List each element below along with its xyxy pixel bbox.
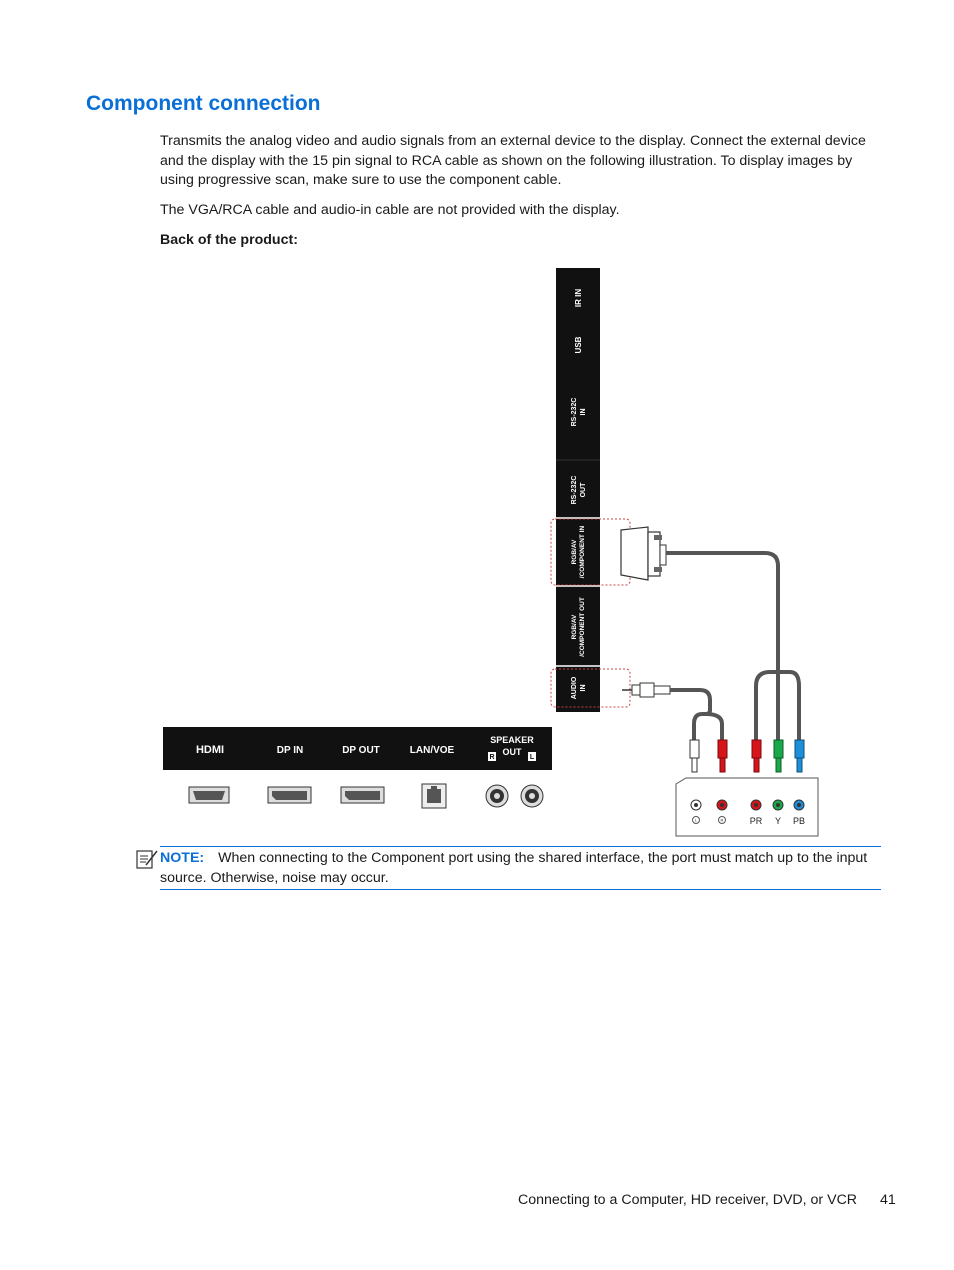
y-label: Y [774,816,782,826]
speaker-label: SPEAKER [490,735,534,745]
usb-label: USB [574,336,583,354]
rgb-component-in-label: RGB/AV [571,539,578,565]
rs232c-out-label: RS-232C [571,475,578,505]
diagram-label: OUT [580,482,587,498]
vga-connector [621,527,666,580]
rs232c-in-label: RS-232C [571,397,578,427]
external-device [676,778,818,836]
hdmi-port-icon [189,787,229,803]
diagram-label: L [529,754,535,761]
diagram-label: IN [580,684,587,692]
rca-plug-red-pr [752,740,761,772]
hdmi-label: HDMI [195,744,225,756]
diagram-label: IN [580,408,587,416]
section-heading: Component connection [86,92,321,115]
vertical-port-panel [556,268,600,712]
note-icon [135,848,159,870]
page-number: 41 [880,1192,896,1208]
rca-plug-red-audio [718,740,727,772]
dp-out-port-icon [341,787,384,803]
diagram-label: /COMPONENT OUT [579,597,586,657]
intro-paragraph: Transmits the analog video and audio signals from an external device to the display. Connect the external device and the display with the 15 pin signal to RCA cable as shown on the following illustration. To display images by using progressive scan, make sure to use the component cable. [160,133,866,188]
back-of-product-label: Back of the product: [160,232,298,248]
note-text: When connecting to the Component port using the shared interface, the port must match up to the input source. Otherwise, noise may occur. [160,850,868,886]
audio-jack-connector [622,683,670,697]
note-label: NOTE: [160,850,205,866]
diagram-label: R [489,754,495,761]
audio-in-label: AUDIO [571,676,578,700]
diagram-label: OUT [502,747,522,757]
vga-cable [666,553,778,672]
lan-port-icon [422,784,446,808]
diagram-label: R [720,817,724,823]
diagram-label: /COMPONENT IN [579,525,586,579]
speaker-r-port-icon [486,785,508,807]
audio-cable [670,690,710,740]
dp-in-label: DP IN [276,745,304,756]
pr-label: PR [749,816,763,826]
dp-in-port-icon [268,787,311,803]
rca-plug-green-y [774,740,783,772]
rca-plug-white [690,740,699,772]
ir-in-label: IR IN [574,288,583,308]
rgb-component-out-label: RGB/AV [571,614,578,640]
diagram-label: L [694,817,698,823]
pb-label: PB [792,816,806,826]
speaker-l-port-icon [521,785,543,807]
rca-plug-blue-pb [795,740,804,772]
footer-title: Connecting to a Computer, HD receiver, DVD, or VCR [518,1192,858,1208]
note-box [160,846,881,890]
dp-out-label: DP OUT [342,745,380,756]
lan-label: LAN/VOE [409,745,455,756]
cable-note-paragraph: The VGA/RCA cable and audio-in cable are not provided with the display. [160,202,620,218]
